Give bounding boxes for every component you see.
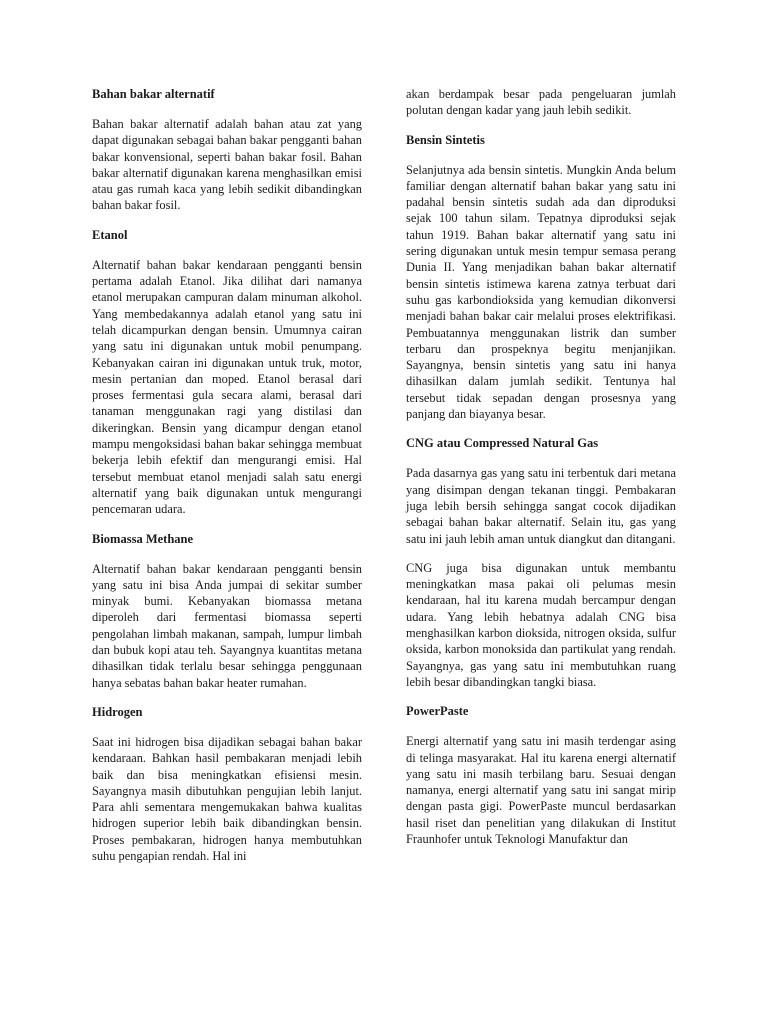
section-bensin-sintetis [406,132,676,423]
section-heading: Etanol [92,227,128,242]
section-heading: Hidrogen [92,704,143,719]
paragraph: Pada dasarnya gas yang satu ini terbentuk dari metana yang disimpan dengan tekanan tinggi. Pembakaran juga lebih bersih sehingga sangat cocok dijadikan sebagai bahan bakar alternatif. Selain itu, gas yang satu ini jauh lebih aman untuk diangkut dan ditangani. [406,466,676,546]
paragraph: CNG juga bisa digunakan untuk membantu meningkatkan masa pakai oli pelumas mesin kendaraan, hal itu karena mudah bercampur dengan udara. Yang lebih hebatnya adalah CNG bisa menghasilkan karbon dioksida, nitrogen oksida, sulfur oksida, karbon monoksida dan partikulat yang rendah. Sayangnya, gas yang satu ini membutuhkan ruang lebih besar dibandingkan tangki biasa. [406,560,676,689]
section-biomassa-methane [92,531,362,691]
continued-paragraph: akan berdampak besar pada pengeluaran jumlah polutan dengan kadar yang jauh lebih sedikit. [406,87,676,118]
paragraph: Alternatif bahan bakar kendaraan pengganti bensin yang satu ini bisa Anda jumpai di sekitar sumber minyak bumi. Kebanyakan biomassa metana diperoleh dari fermentasi biomassa seperti pengolahan limbah makanan, sampah, lumpur limbah dan bubuk kopi atau teh. Sayangnya kuantitas metana dihasilkan tidak terlalu besar sehingga penggunaan hanya sebatas bahan bakar heater rumahan. [92,561,362,690]
section-heading: CNG atau Compressed Natural Gas [406,436,599,451]
paragraph: Alternatif bahan bakar kendaraan pengganti bensin pertama adalah Etanol. Jika dilihat dari namanya etanol merupakan campuran dalam minuman alkohol. Yang membedakannya adalah etanol yang satu ini telah dicampurkan dengan bensin. Umumnya cairan yang satu ini digunakan untuk mobil penumpang. Kebanyakan cairan ini digunakan untuk truk, motor, mesin pertanian dan moped. Etanol berasal dari proses fermentasi gula secara alami, berasal dari tanaman menggunakan ragi yang distilasi dan dikeringkan. Bensin yang dicampur dengan etanol mampu mengoksidasi bahan bakar sehingga membuat bekerja lebih efektif dan mengurangi emisi. Hal tersebut membuat etanol menjadi salah satu energi alternatif yang baik digunakan untuk mengurangi pencemaran udara. [92,257,362,517]
section-cng [406,435,676,690]
paragraph: Energi alternatif yang satu ini masih terdengar asing di telinga masyarakat. Hal itu karena energi alternatif yang satu ini masih terbilang baru. Sesuai dengan namanya, energi alternatif yang satu ini sangat mirip dengan pasta gigi. PowerPaste muncul berdasarkan hasil riset dan penelitian yang dilakukan di Institut Fraunhofer untuk Teknologi Manufaktur dan [406,734,676,846]
paragraph: Bahan bakar alternatif adalah bahan atau zat yang dapat digunakan sebagai bahan bakar pengganti bahan bakar konvensional, seperti bahan bakar fosil. Bahan bakar alternatif digunakan karena menghasilkan emisi atau gas rumah kaca yang lebih sedikit dibandingkan bahan bakar fosil. [92,117,362,213]
section-heading: Bahan bakar alternatif [92,87,215,101]
paragraph: Saat ini hidrogen bisa dijadikan sebagai bahan bakar kendaraan. Bahkan hasil pembakaran menjadi lebih baik dan bisa meningkatkan efisiensi mesin. Sayangnya masih dibutuhkan pengujian lebih lanjut. Para ahli sementara mengemukakan bahwa kualitas hidrogen superior lebih baik dibandingkan bensin. Proses pembakaran, hidrogen hanya membutuhkan suhu pengapian rendah. Hal ini [92,734,362,863]
left-column [92,86,362,877]
section-hidrogen [92,704,362,864]
right-column [406,86,676,860]
section-heading: Bensin Sintetis [406,132,485,147]
section-heading: Biomassa Methane [92,531,194,546]
section-heading: PowerPaste [406,704,469,719]
section-powerpaste [406,703,676,847]
section-bahan-bakar-alternatif [92,86,362,214]
section-etanol [92,227,362,518]
paragraph: Selanjutnya ada bensin sintetis. Mungkin Anda belum familiar dengan alternatif bahan bakar yang satu ini padahal bensin sintetis sudah ada dan diproduksi sejak 100 tahun silam. Tepatnya diproduksi sejak tahun 1919. Bahan bakar alternatif yang satu ini sering digunakan untuk mesin tempur semasa perang Dunia II. Yang menjadikan bahan bakar alternatif bensin sintetis istimewa karena zatnya terbuat dari suhu gas karbondioksida yang kemudian dikonversi menjadi bahan bakar cair melalui proses elektrifikasi. Pembuatannya menggunakan listrik dan sumber terbaru dan prospeknya begitu menjanjikan. Sayangnya, bensin sintetis yang satu ini hanya dihasilkan dalam jumlah sedikit. Tentunya hal tersebut tidak sepadan dengan prosesnya yang panjang dan biayanya besar. [406,162,676,422]
